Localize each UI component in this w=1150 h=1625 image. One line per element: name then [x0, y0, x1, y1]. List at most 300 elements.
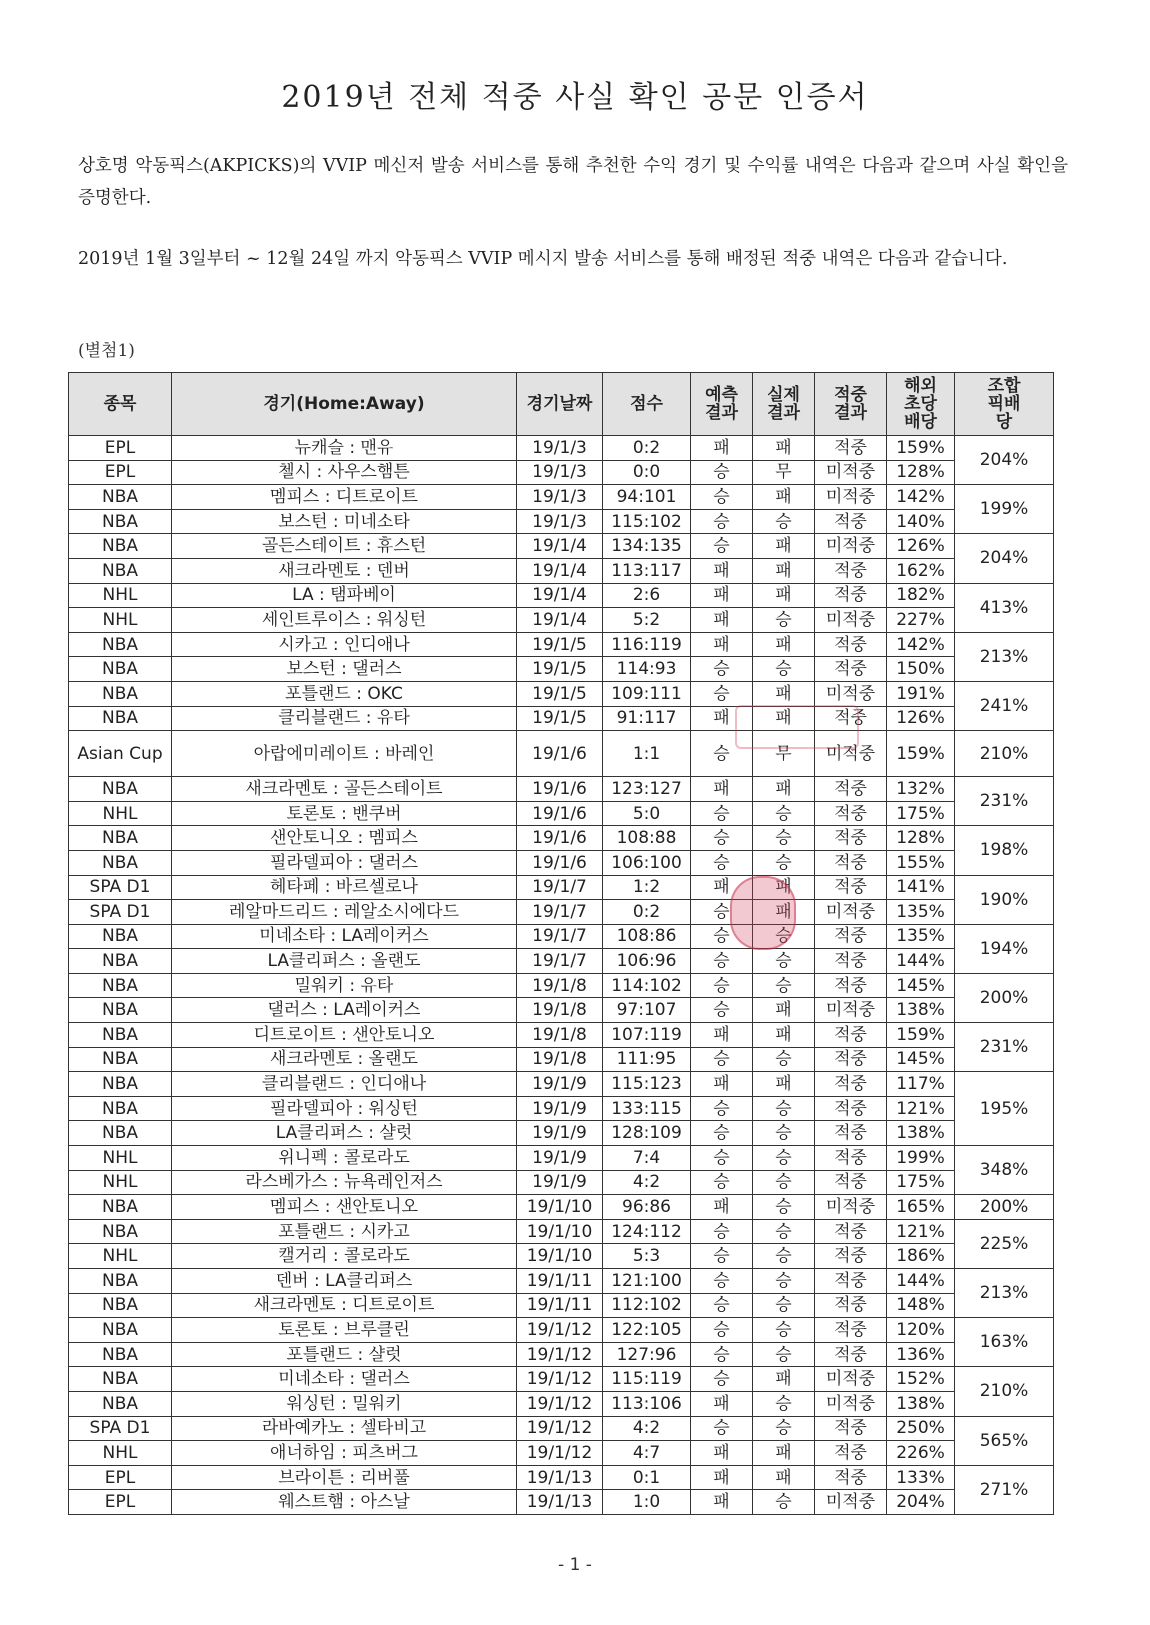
cell-actual: 승: [753, 657, 815, 682]
cell-score: 115:119: [603, 1367, 691, 1392]
cell-score: 121:100: [603, 1269, 691, 1294]
cell-score: 133:115: [603, 1096, 691, 1121]
cell-actual: 패: [753, 485, 815, 510]
table-body: [69, 436, 1054, 1515]
cell-sport: NBA: [69, 632, 172, 657]
cell-odds: 133%: [887, 1465, 955, 1490]
cell-sport: NBA: [69, 681, 172, 706]
cell-score: 1:2: [603, 875, 691, 900]
cell-odds: 120%: [887, 1318, 955, 1343]
cell-prediction: 승: [691, 485, 753, 510]
cell-actual: 승: [753, 826, 815, 851]
cell-combo-odds: 225%: [955, 1219, 1054, 1268]
cell-prediction: 패: [691, 875, 753, 900]
cell-actual: 승: [753, 1047, 815, 1072]
cell-match: 댈러스 : LA레이커스: [172, 998, 517, 1023]
cell-score: 1:1: [603, 731, 691, 777]
cell-prediction: 승: [691, 460, 753, 485]
cell-sport: NBA: [69, 777, 172, 802]
cell-match: 보스턴 : 미네소타: [172, 509, 517, 534]
cell-actual: 무: [753, 460, 815, 485]
cell-match: 샌안토니오 : 멤피스: [172, 826, 517, 851]
cell-match: 새크라멘토 : 골든스테이트: [172, 777, 517, 802]
cell-score: 113:117: [603, 558, 691, 583]
cell-date: 19/1/6: [517, 777, 603, 802]
cell-hit: 적중: [815, 558, 887, 583]
cell-prediction: 승: [691, 973, 753, 998]
header-hit-result: 적중결과: [815, 373, 887, 436]
cell-hit: 적중: [815, 1318, 887, 1343]
cell-sport: NBA: [69, 998, 172, 1023]
cell-combo-odds: 204%: [955, 534, 1054, 583]
cell-date: 19/1/3: [517, 509, 603, 534]
table-row: [69, 1146, 1054, 1171]
cell-hit: 적중: [815, 1096, 887, 1121]
cell-actual: 승: [753, 1096, 815, 1121]
cell-odds: 145%: [887, 973, 955, 998]
cell-match: 클리블랜드 : 유타: [172, 706, 517, 731]
table-row: [69, 1342, 1054, 1367]
cell-prediction: 승: [691, 1318, 753, 1343]
cell-hit: 미적중: [815, 681, 887, 706]
cell-date: 19/1/9: [517, 1170, 603, 1195]
table-row: [69, 1318, 1054, 1343]
period-paragraph: 2019년 1월 3일부터 ~ 12월 24일 까지 악동픽스 VVIP 메시지 발송 서비스를 통해 배정된 적중 내역은 다음과 같습니다.: [78, 249, 1008, 269]
cell-actual: 패: [753, 1072, 815, 1097]
cell-prediction: 패: [691, 608, 753, 633]
table-row: [69, 436, 1054, 461]
table-row: [69, 1195, 1054, 1220]
cell-odds: 159%: [887, 1023, 955, 1048]
cell-match: 라스베가스 : 뉴욕레인저스: [172, 1170, 517, 1195]
table-row: [69, 1096, 1054, 1121]
cell-date: 19/1/8: [517, 1023, 603, 1048]
cell-prediction: 승: [691, 1170, 753, 1195]
cell-sport: NBA: [69, 973, 172, 998]
cell-hit: 적중: [815, 1219, 887, 1244]
cell-match: 라바예카노 : 셀타비고: [172, 1416, 517, 1441]
cell-sport: NBA: [69, 1367, 172, 1392]
cell-hit: 미적중: [815, 900, 887, 925]
cell-sport: NBA: [69, 1219, 172, 1244]
cell-combo-odds: 190%: [955, 875, 1054, 924]
table-row: [69, 1465, 1054, 1490]
cell-match: 웨스트햄 : 아스날: [172, 1490, 517, 1515]
cell-date: 19/1/10: [517, 1219, 603, 1244]
cell-match: 토론토 : 브루클린: [172, 1318, 517, 1343]
cell-sport: NHL: [69, 608, 172, 633]
table-row: [69, 1121, 1054, 1146]
cell-match: 디트로이트 : 샌안토니오: [172, 1023, 517, 1048]
cell-odds: 136%: [887, 1342, 955, 1367]
cell-odds: 117%: [887, 1072, 955, 1097]
cell-sport: NBA: [69, 509, 172, 534]
cell-combo-odds: 163%: [955, 1318, 1054, 1367]
cell-date: 19/1/3: [517, 436, 603, 461]
cell-score: 2:6: [603, 583, 691, 608]
cell-hit: 적중: [815, 924, 887, 949]
cell-score: 107:119: [603, 1023, 691, 1048]
cell-odds: 226%: [887, 1441, 955, 1466]
cell-score: 116:119: [603, 632, 691, 657]
cell-match: 레알마드리드 : 레알소시에다드: [172, 900, 517, 925]
cell-sport: NHL: [69, 1146, 172, 1171]
cell-actual: 패: [753, 706, 815, 731]
cell-match: LA클리퍼스 : 올랜도: [172, 949, 517, 974]
cell-actual: 승: [753, 1342, 815, 1367]
cell-score: 97:107: [603, 998, 691, 1023]
cell-sport: NBA: [69, 850, 172, 875]
table-row: [69, 509, 1054, 534]
cell-sport: NHL: [69, 801, 172, 826]
cell-score: 0:1: [603, 1465, 691, 1490]
cell-actual: 패: [753, 681, 815, 706]
cell-combo-odds: 565%: [955, 1416, 1054, 1465]
cell-score: 4:2: [603, 1416, 691, 1441]
cell-hit: 미적중: [815, 1391, 887, 1416]
cell-odds: 186%: [887, 1244, 955, 1269]
cell-match: LA : 탬파베이: [172, 583, 517, 608]
cell-odds: 135%: [887, 900, 955, 925]
cell-match: 헤타페 : 바르셀로나: [172, 875, 517, 900]
cell-actual: 승: [753, 1391, 815, 1416]
cell-odds: 138%: [887, 1391, 955, 1416]
cell-prediction: 승: [691, 1244, 753, 1269]
cell-actual: 승: [753, 973, 815, 998]
cell-sport: NBA: [69, 1269, 172, 1294]
cell-sport: NBA: [69, 1391, 172, 1416]
cell-prediction: 승: [691, 801, 753, 826]
cell-sport: NHL: [69, 1441, 172, 1466]
header-prediction: 예측결과: [691, 373, 753, 436]
cell-date: 19/1/10: [517, 1244, 603, 1269]
cell-prediction: 패: [691, 1465, 753, 1490]
cell-match: 필라델피아 : 워싱턴: [172, 1096, 517, 1121]
cell-combo-odds: 198%: [955, 826, 1054, 875]
cell-date: 19/1/6: [517, 801, 603, 826]
cell-date: 19/1/12: [517, 1367, 603, 1392]
cell-hit: 적중: [815, 1269, 887, 1294]
cell-date: 19/1/9: [517, 1121, 603, 1146]
cell-score: 91:117: [603, 706, 691, 731]
cell-prediction: 승: [691, 998, 753, 1023]
cell-combo-odds: 210%: [955, 731, 1054, 777]
cell-odds: 128%: [887, 826, 955, 851]
cell-odds: 145%: [887, 1047, 955, 1072]
cell-actual: 승: [753, 1318, 815, 1343]
cell-prediction: 승: [691, 1342, 753, 1367]
cell-date: 19/1/8: [517, 973, 603, 998]
table-row: [69, 1170, 1054, 1195]
cell-date: 19/1/12: [517, 1441, 603, 1466]
cell-date: 19/1/4: [517, 534, 603, 559]
cell-hit: 적중: [815, 657, 887, 682]
cell-date: 19/1/6: [517, 731, 603, 777]
cell-match: 필라델피아 : 댈러스: [172, 850, 517, 875]
cell-odds: 159%: [887, 731, 955, 777]
cell-prediction: 승: [691, 850, 753, 875]
cell-odds: 204%: [887, 1490, 955, 1515]
cell-sport: SPA D1: [69, 1416, 172, 1441]
cell-hit: 적중: [815, 436, 887, 461]
header-sport: 종목: [69, 373, 172, 436]
table-row: [69, 949, 1054, 974]
cell-score: 4:2: [603, 1170, 691, 1195]
cell-date: 19/1/5: [517, 681, 603, 706]
table-row: [69, 608, 1054, 633]
table-row: [69, 1269, 1054, 1294]
cell-date: 19/1/4: [517, 583, 603, 608]
cell-hit: 미적중: [815, 1490, 887, 1515]
cell-prediction: 승: [691, 1367, 753, 1392]
table-row: [69, 1391, 1054, 1416]
cell-date: 19/1/7: [517, 900, 603, 925]
table-row: [69, 1244, 1054, 1269]
cell-odds: 144%: [887, 949, 955, 974]
cell-prediction: 패: [691, 558, 753, 583]
cell-hit: 적중: [815, 777, 887, 802]
cell-match: 세인트루이스 : 워싱턴: [172, 608, 517, 633]
cell-prediction: 패: [691, 1490, 753, 1515]
cell-hit: 적중: [815, 583, 887, 608]
table-row: [69, 973, 1054, 998]
cell-prediction: 승: [691, 534, 753, 559]
cell-sport: NBA: [69, 949, 172, 974]
cell-match: 새크라멘토 : 올랜도: [172, 1047, 517, 1072]
cell-score: 122:105: [603, 1318, 691, 1343]
cell-odds: 138%: [887, 1121, 955, 1146]
cell-match: 멤피스 : 샌안토니오: [172, 1195, 517, 1220]
table-row: [69, 801, 1054, 826]
seal-stamp: [730, 876, 796, 950]
table-row: [69, 534, 1054, 559]
cell-prediction: 승: [691, 1146, 753, 1171]
cell-actual: 패: [753, 1023, 815, 1048]
cell-match: 미네소타 : LA레이커스: [172, 924, 517, 949]
cell-score: 108:86: [603, 924, 691, 949]
cell-odds: 199%: [887, 1146, 955, 1171]
table-row: [69, 826, 1054, 851]
cell-prediction: 승: [691, 924, 753, 949]
cell-hit: 적중: [815, 1047, 887, 1072]
cell-actual: 승: [753, 1195, 815, 1220]
cell-odds: 138%: [887, 998, 955, 1023]
cell-hit: 적중: [815, 1416, 887, 1441]
cell-score: 114:93: [603, 657, 691, 682]
cell-actual: 패: [753, 436, 815, 461]
attachment-label: (별첨1): [78, 341, 135, 361]
cell-odds: 250%: [887, 1416, 955, 1441]
cell-score: 94:101: [603, 485, 691, 510]
cell-odds: 135%: [887, 924, 955, 949]
cell-hit: 미적중: [815, 485, 887, 510]
cell-hit: 적중: [815, 1465, 887, 1490]
cell-date: 19/1/8: [517, 998, 603, 1023]
cell-sport: EPL: [69, 436, 172, 461]
cell-prediction: 패: [691, 436, 753, 461]
cell-combo-odds: 199%: [955, 485, 1054, 534]
cell-date: 19/1/3: [517, 460, 603, 485]
cell-hit: 적중: [815, 632, 887, 657]
cell-odds: 175%: [887, 801, 955, 826]
cell-prediction: 패: [691, 706, 753, 731]
cell-combo-odds: 200%: [955, 973, 1054, 1022]
cell-prediction: 승: [691, 1416, 753, 1441]
cell-score: 134:135: [603, 534, 691, 559]
cell-match: 골든스테이트 : 휴스턴: [172, 534, 517, 559]
cell-score: 7:4: [603, 1146, 691, 1171]
cell-prediction: 패: [691, 1072, 753, 1097]
table-row: [69, 777, 1054, 802]
cell-hit: 적중: [815, 1072, 887, 1097]
cell-actual: 패: [753, 534, 815, 559]
cell-sport: NBA: [69, 1023, 172, 1048]
cell-match: 토론토 : 밴쿠버: [172, 801, 517, 826]
cell-hit: 적중: [815, 826, 887, 851]
cell-combo-odds: 231%: [955, 1023, 1054, 1072]
cell-sport: NBA: [69, 558, 172, 583]
results-table: [68, 372, 1054, 1515]
cell-date: 19/1/5: [517, 657, 603, 682]
table-row: [69, 1072, 1054, 1097]
cell-hit: 적중: [815, 875, 887, 900]
cell-date: 19/1/10: [517, 1195, 603, 1220]
cell-prediction: 승: [691, 826, 753, 851]
table-row: [69, 558, 1054, 583]
cell-prediction: 승: [691, 1269, 753, 1294]
cell-score: 1:0: [603, 1490, 691, 1515]
table-row: [69, 460, 1054, 485]
cell-actual: 승: [753, 1170, 815, 1195]
cell-prediction: 패: [691, 1441, 753, 1466]
cell-sport: NBA: [69, 1096, 172, 1121]
cell-odds: 165%: [887, 1195, 955, 1220]
cell-combo-odds: 213%: [955, 632, 1054, 681]
cell-score: 113:106: [603, 1391, 691, 1416]
cell-sport: NBA: [69, 657, 172, 682]
cell-actual: 패: [753, 900, 815, 925]
table-row: [69, 1047, 1054, 1072]
cell-match: 포틀랜드 : 시카고: [172, 1219, 517, 1244]
cell-score: 115:123: [603, 1072, 691, 1097]
cell-prediction: 승: [691, 1219, 753, 1244]
table-row: [69, 632, 1054, 657]
document-title: 2019년 전체 적중 사실 확인 공문 인증서: [281, 80, 869, 115]
table-row: [69, 485, 1054, 510]
cell-hit: 적중: [815, 850, 887, 875]
header-actual: 실제결과: [753, 373, 815, 436]
cell-prediction: 승: [691, 900, 753, 925]
cell-prediction: 승: [691, 1293, 753, 1318]
cell-date: 19/1/5: [517, 706, 603, 731]
cell-odds: 152%: [887, 1367, 955, 1392]
cell-hit: 적중: [815, 706, 887, 731]
cell-combo-odds: 348%: [955, 1146, 1054, 1195]
cell-actual: 승: [753, 924, 815, 949]
table-row: [69, 681, 1054, 706]
cell-sport: NHL: [69, 583, 172, 608]
cell-score: 0:0: [603, 460, 691, 485]
cell-match: 밀워키 : 유타: [172, 973, 517, 998]
cell-score: 124:112: [603, 1219, 691, 1244]
cell-prediction: 승: [691, 509, 753, 534]
cell-match: 아랍에미레이트 : 바레인: [172, 731, 517, 777]
cell-hit: 적중: [815, 1121, 887, 1146]
cell-score: 115:102: [603, 509, 691, 534]
cell-actual: 승: [753, 850, 815, 875]
cell-match: 애너하임 : 피츠버그: [172, 1441, 517, 1466]
cell-prediction: 패: [691, 632, 753, 657]
cell-date: 19/1/4: [517, 608, 603, 633]
cell-prediction: 패: [691, 583, 753, 608]
cell-date: 19/1/9: [517, 1096, 603, 1121]
cell-combo-odds: 231%: [955, 777, 1054, 826]
cell-date: 19/1/6: [517, 826, 603, 851]
table-header-row: [69, 373, 1054, 436]
cell-hit: 적중: [815, 949, 887, 974]
cell-actual: 패: [753, 1441, 815, 1466]
cell-match: 브라이튼 : 리버풀: [172, 1465, 517, 1490]
table-row: [69, 850, 1054, 875]
cell-match: 첼시 : 사우스햄튼: [172, 460, 517, 485]
cell-odds: 132%: [887, 777, 955, 802]
cell-combo-odds: 241%: [955, 681, 1054, 730]
cell-odds: 175%: [887, 1170, 955, 1195]
cell-score: 127:96: [603, 1342, 691, 1367]
cell-actual: 승: [753, 1416, 815, 1441]
cell-sport: SPA D1: [69, 875, 172, 900]
cell-sport: EPL: [69, 1465, 172, 1490]
cell-actual: 승: [753, 1269, 815, 1294]
cell-actual: 승: [753, 949, 815, 974]
cell-hit: 미적중: [815, 998, 887, 1023]
cell-odds: 148%: [887, 1293, 955, 1318]
table-row: [69, 1023, 1054, 1048]
cell-date: 19/1/7: [517, 949, 603, 974]
table-row: [69, 731, 1054, 777]
cell-match: LA클리퍼스 : 샬럿: [172, 1121, 517, 1146]
cell-odds: 142%: [887, 632, 955, 657]
cell-score: 96:86: [603, 1195, 691, 1220]
cell-prediction: 패: [691, 1391, 753, 1416]
cell-match: 보스턴 : 댈러스: [172, 657, 517, 682]
cell-match: 워싱턴 : 밀워키: [172, 1391, 517, 1416]
cell-sport: NBA: [69, 706, 172, 731]
cell-combo-odds: 413%: [955, 583, 1054, 632]
cell-match: 캘거리 : 콜로라도: [172, 1244, 517, 1269]
cell-hit: 적중: [815, 1146, 887, 1171]
cell-odds: 227%: [887, 608, 955, 633]
cell-odds: 162%: [887, 558, 955, 583]
cell-odds: 191%: [887, 681, 955, 706]
cell-match: 클리블랜드 : 인디애나: [172, 1072, 517, 1097]
table-row: [69, 657, 1054, 682]
cell-prediction: 패: [691, 1023, 753, 1048]
cell-score: 112:102: [603, 1293, 691, 1318]
table-row: [69, 875, 1054, 900]
cell-actual: 패: [753, 558, 815, 583]
cell-hit: 미적중: [815, 1195, 887, 1220]
cell-actual: 승: [753, 1219, 815, 1244]
cell-odds: 142%: [887, 485, 955, 510]
header-date: 경기날짜: [517, 373, 603, 436]
cell-odds: 155%: [887, 850, 955, 875]
cell-odds: 144%: [887, 1269, 955, 1294]
cell-sport: Asian Cup: [69, 731, 172, 777]
table-row: [69, 900, 1054, 925]
cell-actual: 승: [753, 509, 815, 534]
cell-combo-odds: 200%: [955, 1195, 1054, 1220]
